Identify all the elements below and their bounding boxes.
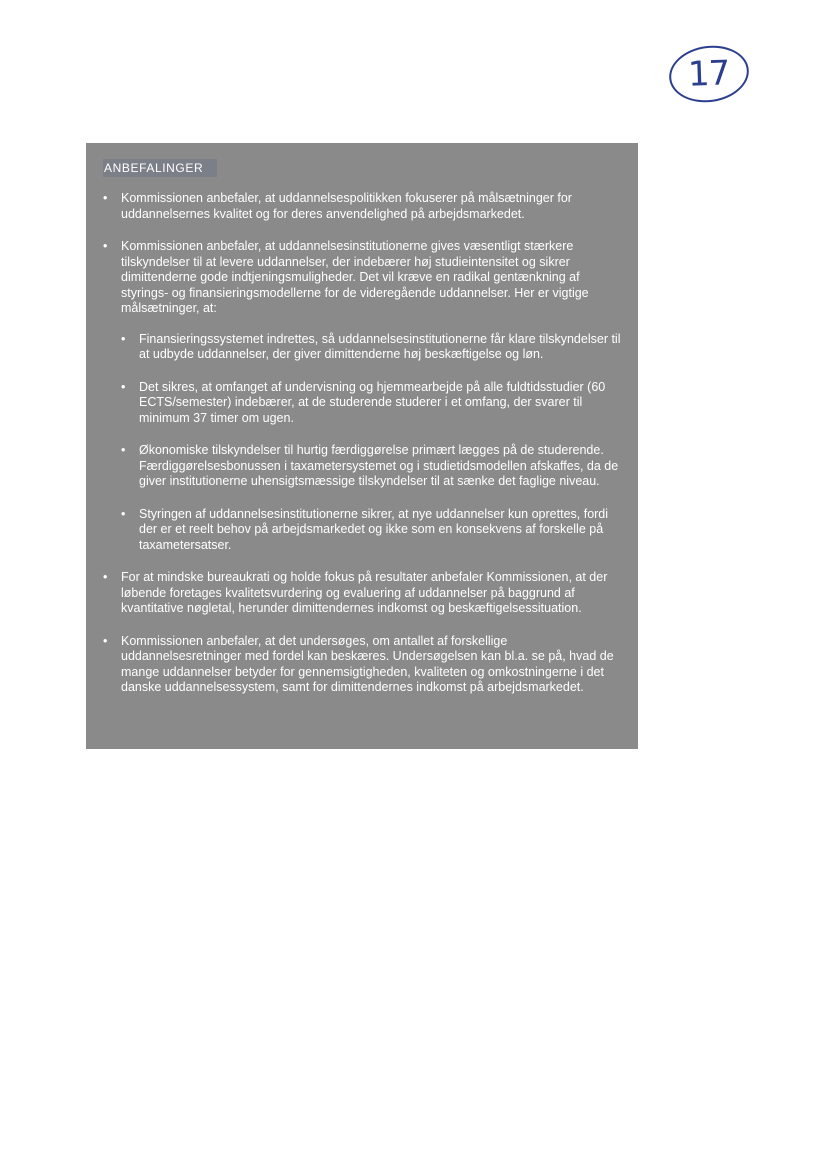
handwritten-page-number xyxy=(665,41,752,108)
sub-list-item: • Det sikres, at omfanget af undervisning og hjemmearbejde på alle fuldtidsstudier (60 ECTS/semester) indebærer, at de studerende studerer i et omfang, der svarer til minimum 37 timer om ugen. xyxy=(121,380,622,427)
list-item xyxy=(103,634,622,696)
recommendations-box xyxy=(86,143,638,749)
list-item-text: • Kommissionen anbefaler, at uddannelsespolitikken fokuserer på målsætninger for uddannelsernes kvalitet og for deres anvendelighed på arbejdsmarkedet. xyxy=(121,191,572,221)
list-item-text: • Kommissionen anbefaler, at uddannelsesinstitutionerne gives væsentligt stærkere tilskyndelser til at levere uddannelser, der indebærer høj studieintensitet og sikrer dimittenderne gode indtjeningsmuligheder. Det vil kræve en radikal gentænkning af styrings- og finansieringsmodellerne for de videregående uddannelser. Her er vigtige målsætninger, at: xyxy=(121,239,589,315)
list-item xyxy=(103,570,622,617)
list-item xyxy=(103,239,622,553)
list-item xyxy=(103,191,622,222)
box-title: ANBEFALINGER xyxy=(103,159,217,177)
list-item-text: • For at mindske bureaukrati og holde fokus på resultater anbefaler Kommissionen, at der løbende foretages kvalitetsvurdering og evaluering af uddannelser på baggrund af kvantitative nøgletal, herunder dimittendernes indkomst og beskæftigelsessituation. xyxy=(121,570,608,615)
sub-list-item: • Finansieringssystemet indrettes, så uddannelsesinstitutionerne får klare tilskyndelser til at udbyde uddannelser, der giver dimittenderne høj beskæftigelse og løn. xyxy=(121,332,622,363)
recommendations-list xyxy=(103,191,622,696)
sub-list xyxy=(121,332,622,554)
sub-list-item: • Økonomiske tilskyndelser til hurtig færdiggørelse primært lægges på de studerende. Færdiggørelsesbonussen i taxametersystemet og i studietidsmodellen afskaffes, da de giver institutionerne uhensigtsmæssige tilskyndelser til at sænke det faglige niveau. xyxy=(121,443,622,490)
page-number-text: 17 xyxy=(687,53,731,95)
sub-list-item: • Styringen af uddannelsesinstitutionerne sikrer, at nye uddannelser kun oprettes, fordi der er et reelt behov på arbejdsmarkedet og ikke som en konsekvens af forskelle på taxametersatser. xyxy=(121,507,622,554)
list-item-text: • Kommissionen anbefaler, at det undersøges, om antallet af forskellige uddannelsesretninger med fordel kan beskæres. Undersøgelsen kan bl.a. se på, hvad de mange uddannelser betyder for gennemsigtigheden, kvaliteten og omkostningerne i det danske uddannelsessystem, samt for dimittendernes indkomst på arbejdsmarkedet. xyxy=(121,633,614,694)
